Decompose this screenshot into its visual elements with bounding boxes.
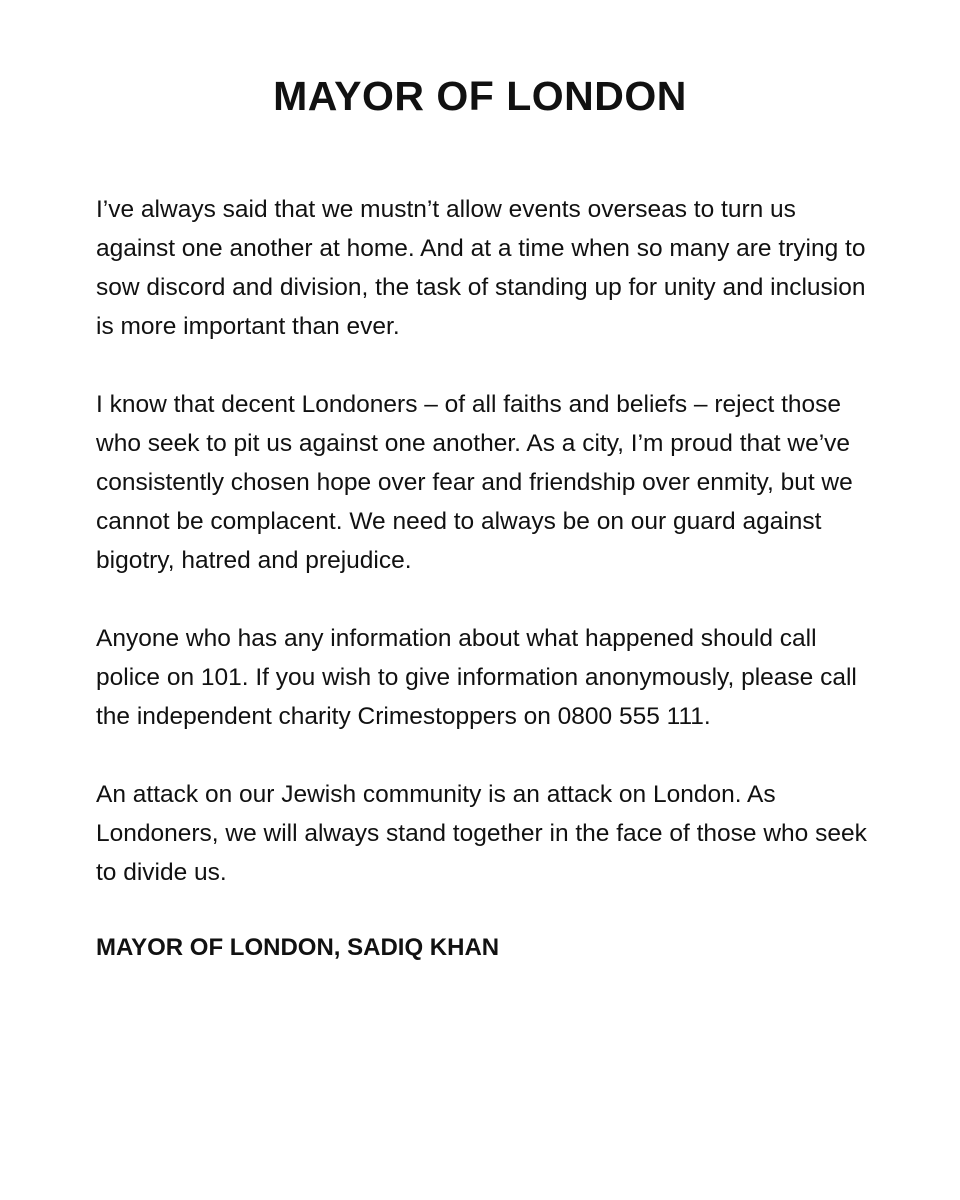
statement-body [96, 190, 876, 931]
signature: MAYOR OF LONDON, SADIQ KHAN [96, 934, 500, 961]
statement-paragraph: Anyone who has any information about what happened should call police on 101. If you wish to give information anonymously, please call the independent charity Crimestoppers on 0800 555 111. [96, 625, 857, 730]
statement-paragraph: I’ve always said that we mustn’t allow events overseas to turn us against one another at home. And at a time when so many are trying to sow discord and division, the task of standing up for unity and inclusion is more important than ever. [96, 196, 866, 340]
statement-paragraph: An attack on our Jewish community is an attack on London. As Londoners, we will always stand together in the face of those who seek to divide us. [96, 781, 867, 886]
page-title: MAYOR OF LONDON [273, 73, 687, 119]
statement-paragraph: I know that decent Londoners – of all faiths and beliefs – reject those who seek to pit us against one another. As a city, I’m proud that we’ve consistently chosen hope over fear and friendship over enmity, but we cannot be complacent. We need to always be on our guard against bigotry, hatred and prejudice. [96, 391, 853, 574]
